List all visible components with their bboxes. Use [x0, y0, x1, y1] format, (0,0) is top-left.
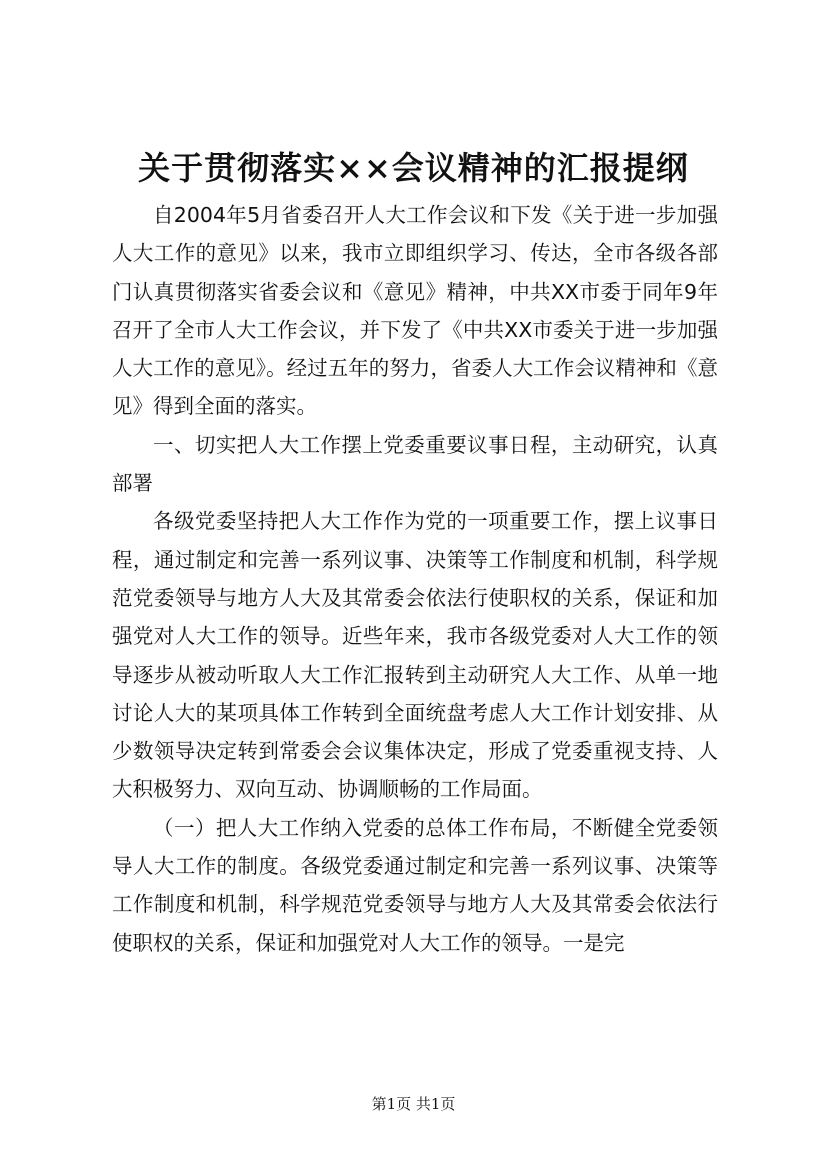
paragraph-intro: 自2004年5月省委召开人大工作会议和下发《关于进一步加强人大工作的意见》以来，我市立即组织学习、传达，全市各级各部门认真贯彻落实省委会议和《意见》精神，中共XX市委于同年9年召开了全市人大工作会议，并下发了《中共XX市委关于进一步加强人大工作的意见》。经过五年的努力，省委人大工作会议精神和《意见》得到全面的落实。 [112, 203, 718, 419]
paragraph-section-1: 各级党委坚持把人大工作作为党的一项重要工作，摆上议事日程，通过制定和完善一系列议事、决策等工作制度和机制，科学规范党委领导与地方人大及其常委会依法行使职权的关系，保证和加强党对人大工作的领导。近些年来，我市各级党委对人大工作的领导逐步从被动听取人大工作汇报转到主动研究人大工作、从单一地讨论人大的某项具体工作转到全面统盘考虑人大工作计划安排、从少数领导决定转到常委会会议集体决定，形成了党委重视支持、人大积极努力、双向互动、协调顺畅的工作局面。 [112, 509, 718, 802]
paragraph-subsection-1: （一）把人大工作纳入党委的总体工作布局，不断健全党委领导人大工作的制度。各级党委通过制定和完善一系列议事、决策等工作制度和机制，科学规范党委领导与地方人大及其常委会依法行使职权的关系，保证和加强党对人大工作的领导。一是完 [112, 815, 718, 955]
document-title: 关于贯彻落实××会议精神的汇报提纲 [138, 149, 689, 187]
section-heading-1: 一、切实把人大工作摆上党委重要议事日程，主动研究，认真部署 [112, 432, 718, 496]
document-body [112, 196, 718, 962]
page-footer: 第1页 共1页 [371, 1095, 456, 1113]
